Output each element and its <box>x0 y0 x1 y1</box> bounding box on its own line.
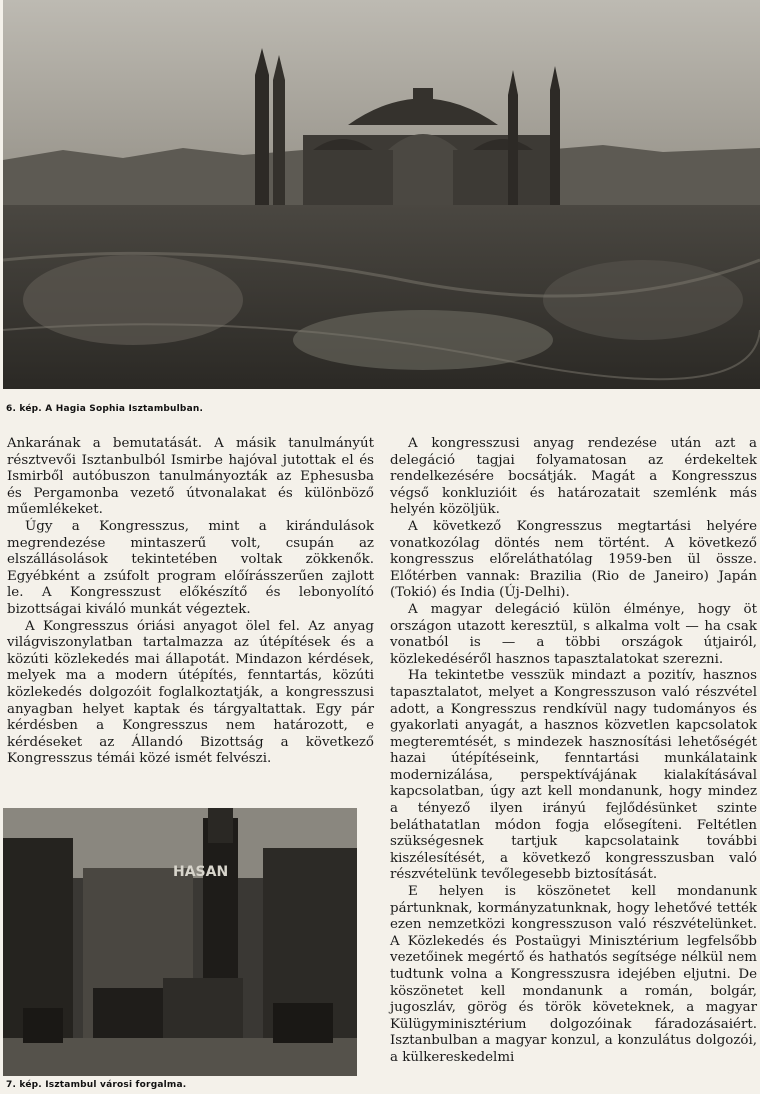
paragraph: A magyar delegáció külön élménye, hogy öt országon utazott keresztül, s alkalma volt — ha csak vonatból is — a többi országok útjairól, közlekedéséről hasznos tapasztalatokat szerezni. <box>390 601 757 667</box>
paragraph: E helyen is köszönetet kell mondanunk pártunknak, kormányzatunknak, hogy lehetővé tették ezen nemzetközi kongresszuson való részvételünket. A Közlekedés és Postaügyi Minisztérium legfelsőbb vezetőinek megértő és hathatós segítsége nélkül nem tudtunk volna a Kongresszusra idejében eljutni. De köszönetet kell mondanunk a román, bolgár, jugoszláv, görög és török követeknek, a magyar Külügyminisztérium dolgozóinak fáradozásaiért. Isztanbulban a magyar konzul, a konzulátus dolgozói, a külkereskedelmi <box>390 884 757 1065</box>
shop-sign-text: HASAN <box>173 864 229 880</box>
article-left-column <box>7 436 374 768</box>
photo-caption-top: 6. kép. A Hagia Sophia Isztambulban. <box>6 404 204 414</box>
photo-caption-bottom: 7. kép. Isztambul városi forgalma. <box>6 1080 187 1090</box>
paragraph: Ha tekintetbe vesszük mindazt a pozitív, hasznos tapasztalatot, melyet a Kongresszuson való részvétel adott, a Kongresszus rendkívül nagy tudományos és gyakorlati anyagát, a hasznos közvetlen kapcsolatok megteremtését, s mindezek hasznosítási lehetőségét hazai útépítéseink, fenntartási munkálataink modernizálása, perspektívájának kialakításával kapcsolatban, úgy azt kell mondanunk, hogy mindez a tényező ilyen irányú fejlődésünket szinte beláthatatlan módon fogja elősegíteni. Feltétlen szükségesnek tartjuk kapcsolataink további kiszélesítését, a következő kongresszusban való részvételünk tevőlegesebb biztosítását. <box>390 668 757 883</box>
paragraph: Ankarának a bemutatását. A másik tanulmányút résztvevői Isztanbulból Ismirbe hajóval jutottak el és Ismirből autóbuszon tanulmányozták az Ephesusba és Pergamonba vezető útvonalakat és különböző műemlékeket. <box>7 436 374 518</box>
paragraph: A Kongresszus óriási anyagot ölel fel. Az anyag világviszonylatban tartalmazza az útépítések és a közúti közlekedés mai állapotát. Mindazon kérdések, melyek ma a modern útépítés, fenntartás, közúti közlekedés dolgozóit foglalkoztatják, a kongresszusi anyagban helyet kaptak és tárgyaltattak. Egy pár kérdésben a Kongresszus nem határozott, e kérdéseket az Állandó Bizottság a következő Kongresszus témái közé ismét felvészi. <box>7 618 374 767</box>
hagia-sophia-photo <box>3 0 760 389</box>
istanbul-traffic-photo <box>3 808 357 1076</box>
paragraph: A következő Kongresszus megtartási helyére vonatkozólag döntés nem történt. A következő kongresszus előreláthatólag 1959-ben ül össze. Előtérben vannak: Brazilia (Rio de Janeiro) Japán (Tokió) és India (Új-Delhi). <box>390 518 757 601</box>
paragraph: A kongresszusi anyag rendezése után azt a delegáció tagjai folyamatosan az érdekeltek rendelkezésére bocsátják. Magát a Kongresszus végső konkluzióit és határozatait szemlénk más helyén közöljük. <box>390 436 757 518</box>
article-right-column <box>390 436 757 1067</box>
paragraph: Úgy a Kongresszus, mint a kirándulások megrendezése mintaszerű volt, csupán az elszállásolások tekintetében voltak zökkenők. Egyébként a zsúfolt program előírásszerűen zajlott le. A Kongresszust előkészítő és lebonyolító bizottságai kiváló munkát végeztek. <box>7 518 374 617</box>
